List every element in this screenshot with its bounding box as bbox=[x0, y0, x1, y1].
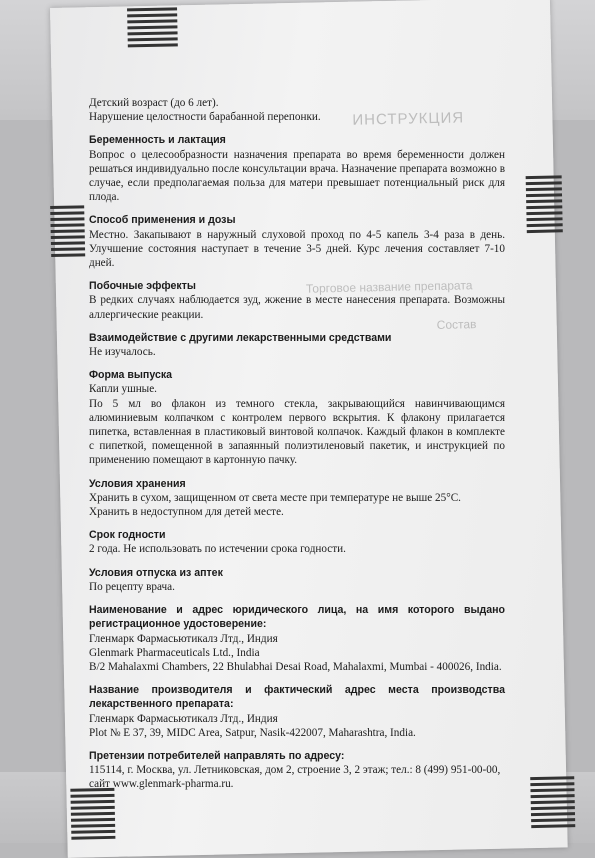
section-paragraph: B/2 Mahalaxmi Chambers, 22 Bhulabhai Desai Road, Mahalaxmi, Mumbai - 400026, India. bbox=[89, 660, 502, 673]
section-heading: Взаимодействие с другими лекарственными средствами bbox=[89, 331, 392, 344]
section-paragraph: сайт www.glenmark-pharma.ru. bbox=[89, 778, 234, 791]
leaflet-text bbox=[89, 96, 505, 792]
section-heading: Способ применения и дозы bbox=[89, 214, 236, 227]
section-heading: Условия отпуска из аптек bbox=[89, 566, 223, 579]
section-heading: Условия хранения bbox=[89, 477, 186, 490]
section-heading: Форма выпуска bbox=[89, 369, 173, 382]
section-paragraph: Капли ушные. bbox=[89, 383, 157, 396]
bleed-through-title: ИНСТРУКЦИЯ bbox=[352, 109, 465, 129]
section-heading: Претензии потребителей направлять по адресу: bbox=[89, 749, 345, 762]
section-paragraph: Glenmark Pharmaceuticals Ltd., India bbox=[89, 646, 260, 659]
bleed-through-line: Торговое название препарата bbox=[305, 278, 473, 296]
barcode-stripes-bottom-right bbox=[530, 776, 575, 828]
section-paragraph: Хранить в недоступном для детей месте. bbox=[89, 506, 284, 519]
section-heading: Наименование и адрес юридического лица, на имя которого выдано регистрационное удостоверение: bbox=[89, 604, 505, 631]
section-paragraph: Не изучалось. bbox=[89, 346, 156, 359]
section-paragraph: Вопрос о целесообразности назначения препарата во время беременности должен решаться индивидуально после консультации врача. Назначение препарата возможно в случае, если предполагаемая польза для матери превышает потенциальный риск для плода. bbox=[89, 148, 505, 204]
contraindication-line: Детский возраст (до 6 лет). bbox=[89, 97, 219, 109]
section-paragraph: Гленмарк Фармасьютикалз Лтд., Индия bbox=[89, 632, 278, 645]
barcode-stripes-right bbox=[526, 175, 563, 233]
section-heading: Срок годности bbox=[89, 529, 166, 542]
section-paragraph: По рецепту врача. bbox=[89, 580, 175, 593]
section-heading: Побочные эффекты bbox=[89, 280, 196, 293]
section-paragraph: 2 года. Не использовать по истечении срока годности. bbox=[89, 543, 346, 556]
barcode-stripes-top bbox=[127, 7, 178, 47]
contraindication-line: Нарушение целостности барабанной перепонки. bbox=[89, 111, 321, 124]
section-paragraph: Хранить в сухом, защищенном от света месте при температуре не выше 25°С. bbox=[89, 491, 461, 504]
barcode-stripes-bottom-left bbox=[70, 788, 115, 840]
section-paragraph: В редких случаях наблюдается зуд, жжение в месте нанесения препарата. Возможны аллергические реакции. bbox=[89, 294, 505, 321]
section-paragraph: По 5 мл во флакон из темного стекла, закрывающийся навинчивающимся алюминиевым колпачком с контролем первого вскрытия. К флакону прилагается пипетка, вставленная в пластиковый винтовой колпачок. Каждый флакон в комплекте с пипеткой, помещенной в запаянный полиэтиленовый пакетик, и инструкцией по применению помещают в картонную пачку. bbox=[89, 397, 505, 467]
section-paragraph: Plot № E 37, 39, MIDC Area, Satpur, Nasik-422007, Maharashtra, India. bbox=[89, 726, 416, 739]
section-paragraph: 115114, г. Москва, ул. Летниковская, дом 2, строение 3, 2 этаж; тел.: 8 (499) 951-00-00, bbox=[89, 764, 501, 777]
section-heading: Беременность и лактация bbox=[89, 134, 226, 147]
section-heading: Название производителя и фактический адрес места производства лекарственного препарата: bbox=[89, 684, 505, 711]
section-paragraph: Местно. Закапывают в наружный слуховой проход по 4-5 капель 3-4 раза в день. Улучшение состояния наступает в течение 3-5 дней. Курс лечения составляет 7-10 дней. bbox=[89, 228, 505, 270]
barcode-stripes-left bbox=[50, 205, 85, 257]
bleed-through-line: Состав bbox=[436, 317, 477, 332]
section-paragraph: Гленмарк Фармасьютикалз Лтд., Индия bbox=[89, 712, 278, 725]
